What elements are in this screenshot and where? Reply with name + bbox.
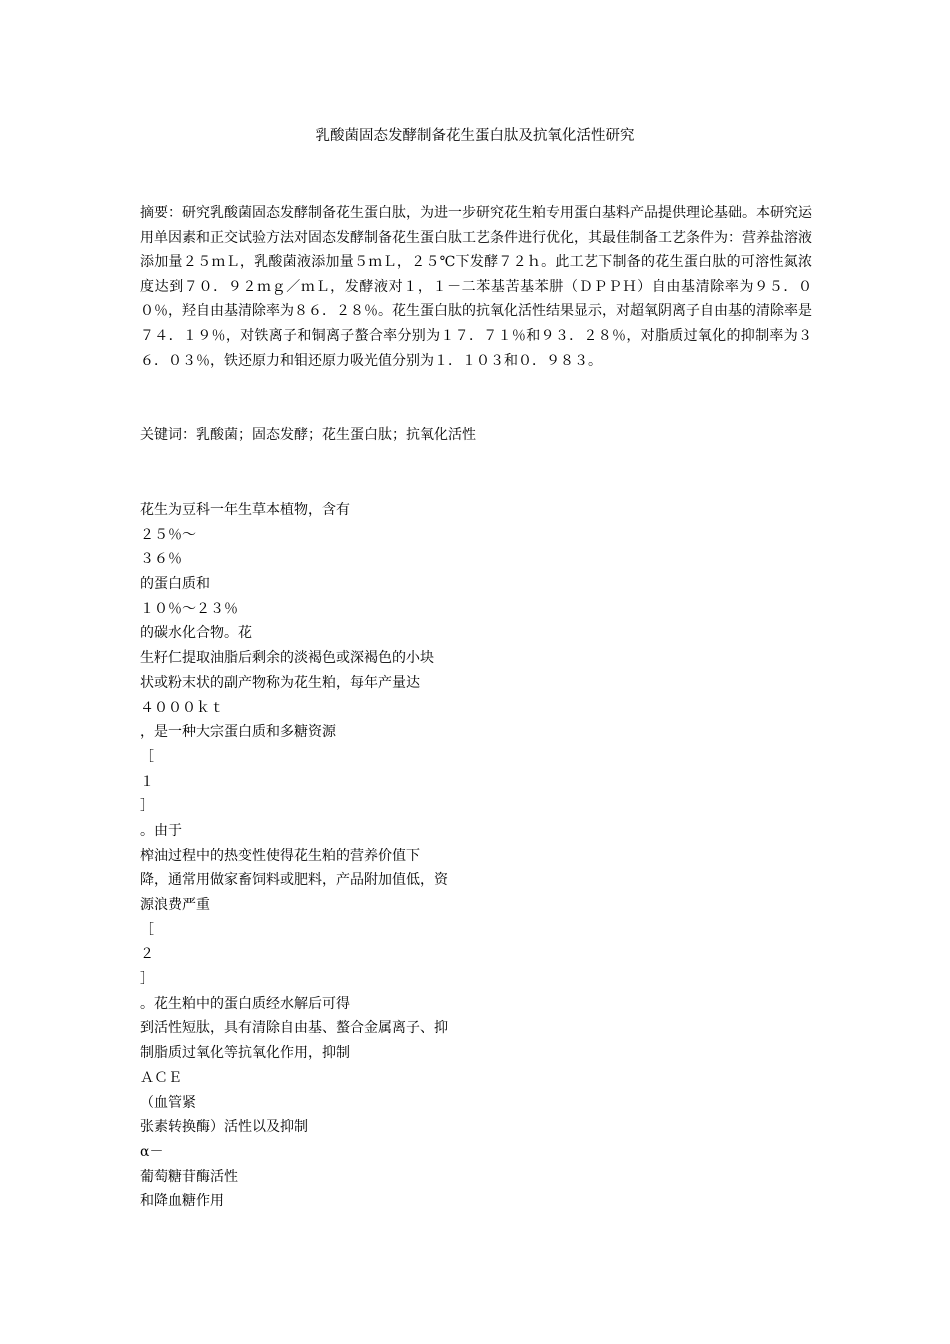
body-line: ２５％～ [140, 526, 196, 543]
body-line: 花生为豆科一年生草本植物，含有 [140, 502, 350, 518]
body-line: 榨油过程中的热变性使得花生粕的营养价值下 [140, 847, 420, 864]
body-line: ［ [140, 748, 154, 765]
body-line: 葡萄糖苷酶活性 [140, 1168, 238, 1185]
body-line: ［ [140, 921, 154, 938]
body-line: ］ [140, 971, 154, 988]
body-line: 。花生粕中的蛋白质经水解后可得 [140, 995, 350, 1012]
document-title: 乳酸菌固态发酵制备花生蛋白肽及抗氧化活性研究 [315, 128, 635, 144]
body-line: ］ [140, 798, 154, 815]
body-line: 和降血糖作用 [140, 1193, 224, 1210]
body-text [140, 498, 560, 1214]
body-line: 的蛋白质和 [140, 576, 210, 593]
body-line: ４０００ｋｔ [140, 699, 224, 716]
body-line: ３６％ [140, 551, 182, 568]
body-line: １０％～２３％ [140, 600, 238, 617]
body-line: 。由于 [140, 822, 182, 839]
body-line: ２ [140, 946, 154, 963]
body-line: 的碳水化合物。花 [140, 625, 252, 642]
body-line: 生籽仁提取油脂后剩余的淡褐色或深褐色的小块 [140, 650, 434, 667]
keywords-line: 关键词：乳酸菌；固态发酵；花生蛋白肽；抗氧化活性 [140, 427, 476, 443]
body-line: 制脂质过氧化等抗氧化作用，抑制 [140, 1045, 350, 1062]
body-line: ，是一种大宗蛋白质和多糖资源 [140, 724, 336, 741]
body-line: 降，通常用做家畜饲料或肥料，产品附加值低，资 [140, 872, 448, 889]
abstract-paragraph: 摘要：研究乳酸菌固态发酵制备花生蛋白肽，为进一步研究花生粕专用蛋白基料产品提供理论基础。本研究运用单因素和正交试验方法对固态发酵制备花生蛋白肽工艺条件进行优化，其最佳制备工艺条件为：营养盐溶液添加量２５ｍＬ，乳酸菌液添加量５ｍＬ，２５℃下发酵７２ｈ。此工艺下制备的花生蛋白肽的可溶性氮浓度达到７０．９２ｍｇ／ｍＬ，发酵液对１，１－二苯基苦基苯肼（ＤＰＰＨ）自由基清除率为９５．００％，羟自由基清除率为８６．２８％。花生蛋白肽的抗氧化活性结果显示，对超氧阴离子自由基的清除率是７４．１９％，对铁离子和铜离子螯合率分别为１７．７１％和９３．２８％，对脂质过氧化的抑制率为３６．０３％，铁还原力和钼还原力吸光值分别为１．１０３和０．９８３。 [140, 205, 812, 369]
body-line: （血管紧 [140, 1094, 196, 1111]
body-line: １ [140, 773, 154, 790]
body-line: 张素转换酶）活性以及抑制 [140, 1119, 308, 1136]
body-line: ＡＣＥ [140, 1069, 182, 1086]
body-line: 状或粉末状的副产物称为花生粕，每年产量达 [140, 674, 420, 691]
body-line: 到活性短肽，具有清除自由基、螯合金属离子、抑 [140, 1020, 448, 1037]
body-line: α－ [140, 1143, 164, 1160]
body-line: 源浪费严重 [140, 897, 210, 913]
